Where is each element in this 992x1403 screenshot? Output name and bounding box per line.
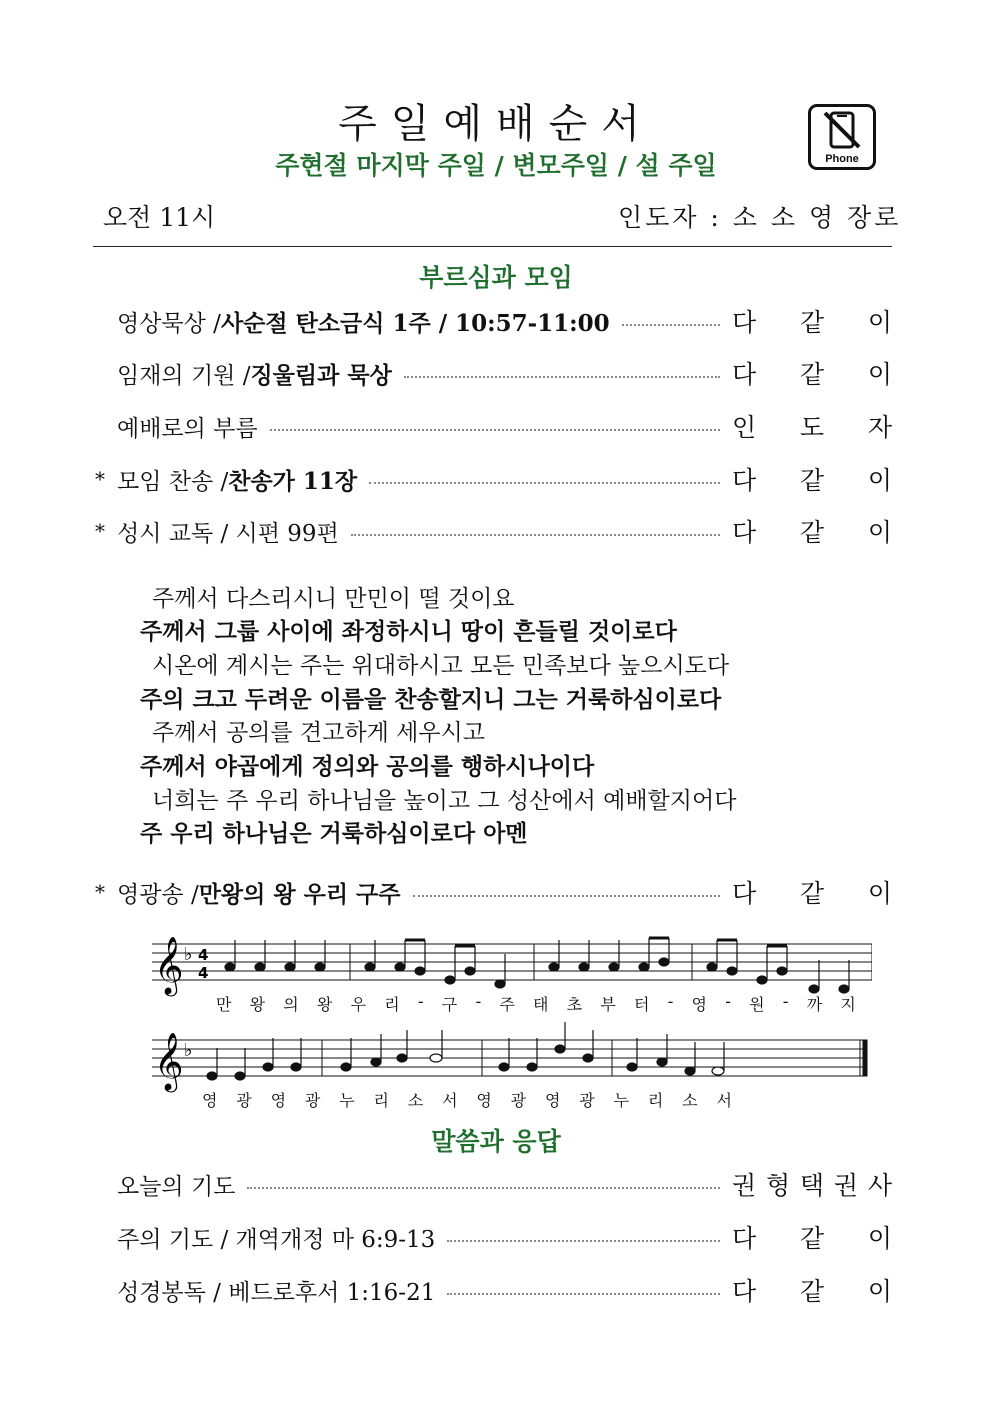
page-title: 주일예배순서 xyxy=(338,101,654,147)
standing-mark: * xyxy=(95,467,105,491)
dot-leader xyxy=(270,429,720,431)
dot-leader xyxy=(622,324,720,326)
order-item xyxy=(95,1272,892,1308)
page-subtitle: 주현절 마지막 주일 / 변모주일 / 설 주일 xyxy=(275,151,717,180)
dot-leader xyxy=(247,1187,720,1189)
dot-leader xyxy=(447,1240,720,1242)
order-item-doxology xyxy=(95,874,892,910)
order-item xyxy=(95,1219,892,1255)
item-label: 주의 기도 / 개역개정 마 6:9-13 xyxy=(117,1226,436,1253)
standing-mark: * xyxy=(95,880,105,904)
reading-line-congregation: 주의 크고 두려운 이름을 찬송할지니 그는 거룩하심이로다 xyxy=(140,687,722,713)
standing-mark: * xyxy=(95,519,105,543)
item-participant: 다 같 이 xyxy=(732,1224,892,1253)
flat-icon: ♭ xyxy=(184,1040,193,1061)
item-label: 성시 교독 / 시편 99편 xyxy=(117,520,339,547)
service-leader: 인도자 : 소 소 영 장로 xyxy=(618,203,902,232)
reading-line-leader: 주께서 다스리시니 만민이 떨 것이요 xyxy=(152,586,515,612)
service-time: 오전 11시 xyxy=(103,203,216,232)
no-phone-icon xyxy=(808,104,876,170)
item-label: 성경봉독 / 베드로후서 1:16-21 xyxy=(117,1279,436,1306)
order-item xyxy=(95,355,892,391)
dot-leader xyxy=(351,534,720,536)
order-item xyxy=(95,461,892,497)
item-participant: 권 형 택 권 사 xyxy=(732,1171,892,1200)
treble-clef-icon: 𝄞 xyxy=(154,1032,184,1090)
item-detail: 징울림과 묵상 xyxy=(250,361,392,389)
dot-leader xyxy=(404,376,720,378)
item-label: 임재의 기원 / xyxy=(117,362,251,389)
reading-line-leader: 주께서 공의를 견고하게 세우시고 xyxy=(152,720,485,746)
item-detail: 만왕의 왕 우리 구주 xyxy=(198,880,401,908)
reading-line-congregation: 주께서 그룹 사이에 좌정하시니 땅이 흔들릴 것이로다 xyxy=(140,619,677,645)
item-participant: 다 같 이 xyxy=(732,879,892,908)
item-participant: 다 같 이 xyxy=(732,308,892,337)
item-participant: 다 같 이 xyxy=(732,518,892,547)
item-participant: 인 도 자 xyxy=(732,413,892,442)
item-detail: 사순절 탄소금식 1주 / 10:57-11:00 xyxy=(220,309,610,337)
item-label: 영광송 / xyxy=(117,881,199,908)
order-item xyxy=(95,303,892,339)
item-detail: 찬송가 11장 xyxy=(228,467,358,495)
item-participant: 다 같 이 xyxy=(732,360,892,389)
dot-leader xyxy=(413,895,721,897)
item-label: 모임 찬송 / xyxy=(117,468,229,495)
section-word: 말씀과 응답 xyxy=(431,1127,561,1156)
reading-line-congregation: 주께서 야곱에게 정의와 공의를 행하시나이다 xyxy=(140,754,595,780)
reading-line-leader: 너희는 주 우리 하나님을 높이고 그 성산에서 예배할지어다 xyxy=(152,788,737,814)
phone-label: Phone xyxy=(825,153,859,165)
order-item xyxy=(95,1166,892,1202)
time-signature-top: 4 xyxy=(198,946,209,964)
item-label: 영상묵상 / xyxy=(117,310,221,337)
order-item xyxy=(95,513,892,549)
reading-line-congregation: 주 우리 하나님은 거룩하심이로다 아멘 xyxy=(140,821,528,847)
treble-clef-icon: 𝄞 xyxy=(154,936,184,994)
music-score xyxy=(152,930,872,1119)
item-participant: 다 같 이 xyxy=(732,466,892,495)
flat-icon: ♭ xyxy=(184,944,193,965)
section-gathering: 부르심과 모임 xyxy=(419,263,573,292)
item-label: 오늘의 기도 xyxy=(117,1173,236,1200)
order-item xyxy=(95,408,892,444)
reading-line-leader: 시온에 계시는 주는 위대하시고 모든 민족보다 높으시도다 xyxy=(152,653,730,679)
lyrics-line-1: 만 왕 의 왕 우 리 - 구 - 주 태 초 부 터 - 영 - 원 - 까 지 xyxy=(216,992,856,1014)
dot-leader xyxy=(369,482,720,484)
header-divider xyxy=(93,246,892,247)
lyrics-line-2: 영 광 영 광 누 리 소 서 영 광 영 광 누 리 소 서 xyxy=(202,1091,732,1110)
item-participant: 다 같 이 xyxy=(732,1277,892,1306)
time-signature-bottom: 4 xyxy=(198,964,209,982)
dot-leader xyxy=(447,1293,720,1295)
item-label: 예배로의 부름 xyxy=(117,415,258,442)
